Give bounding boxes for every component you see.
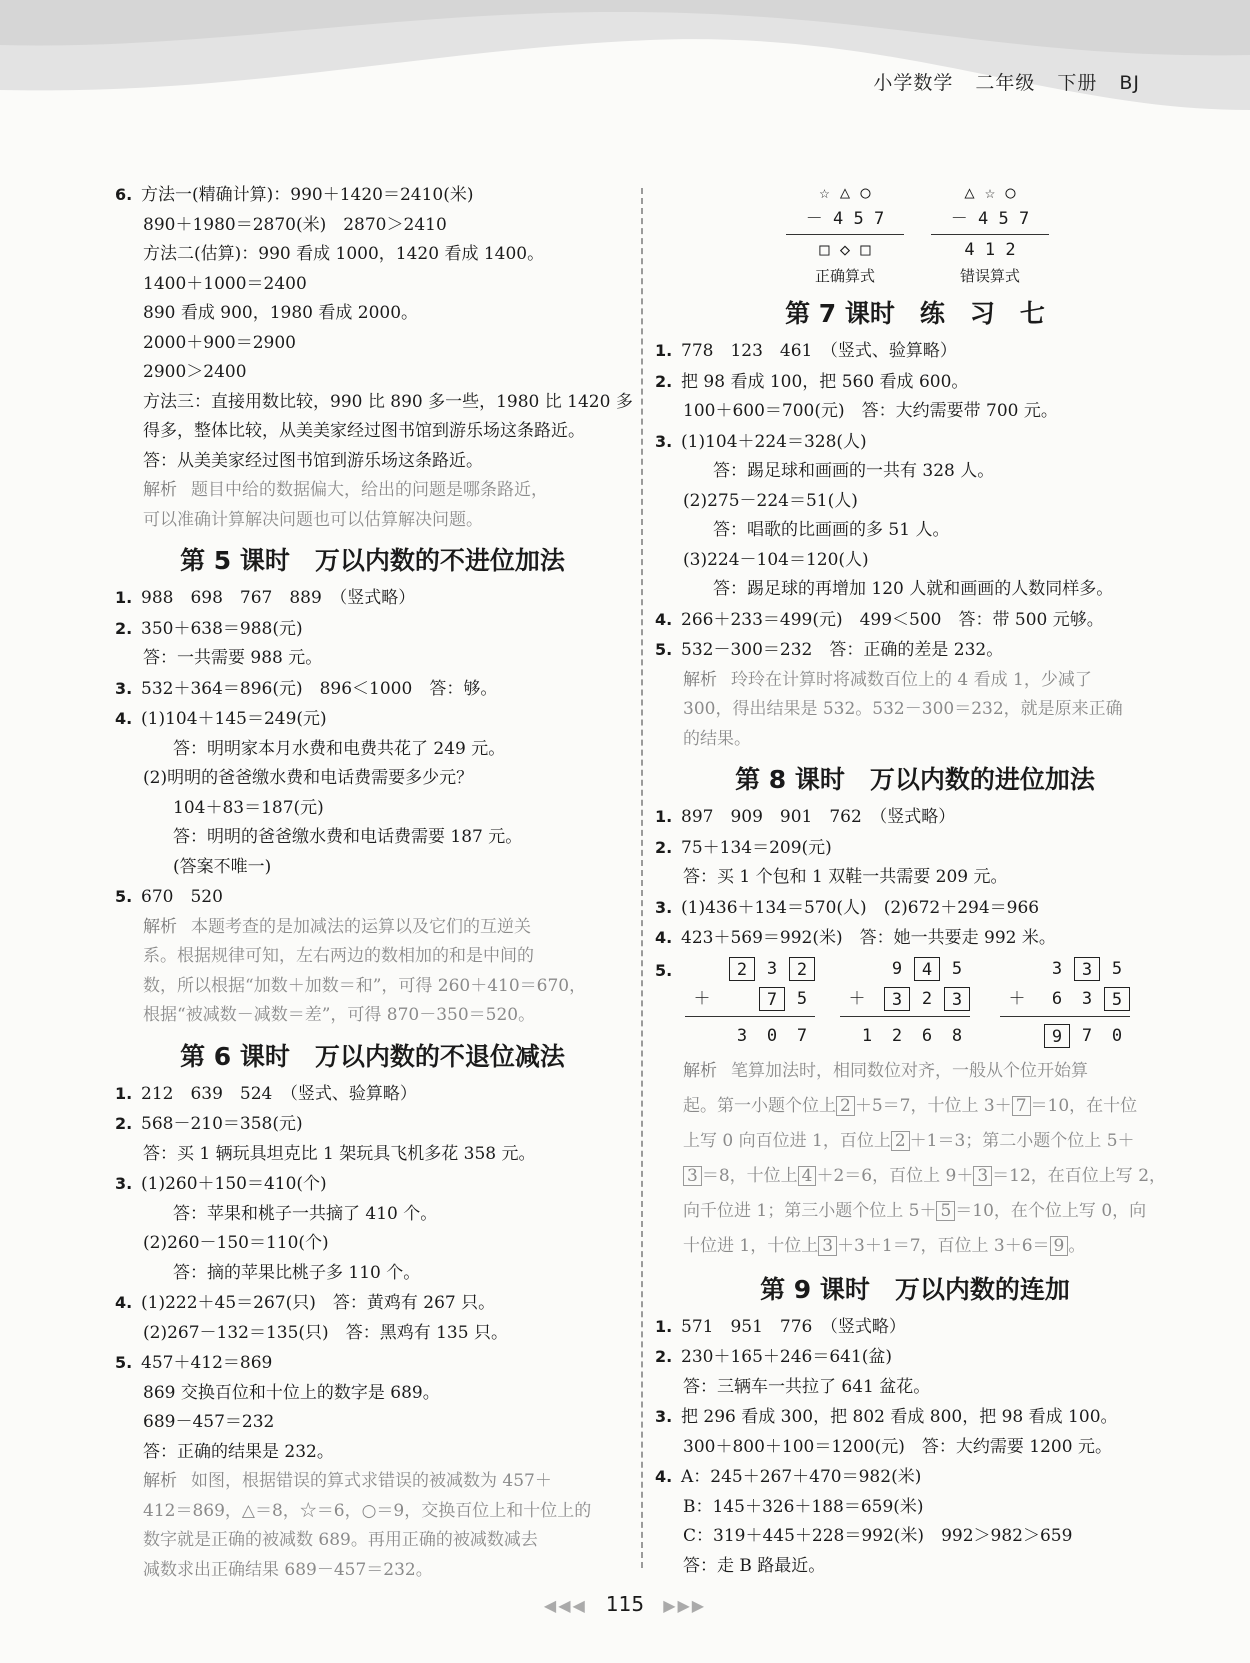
answer-line: 答：走 B 路最近。: [683, 1555, 826, 1576]
answer-line: 得多，整体比较，从美美家经过图书馆到游乐场这条路近。: [143, 421, 585, 441]
answer-line: B：145＋326＋188＝659(米): [683, 1496, 924, 1517]
analysis-line: 3 ＝8，十位上 4 ＋2＝6，百位上 9＋ 3 ＝12，在百位上写 2，: [655, 1159, 1175, 1194]
answer-line: 答：正确的结果是 232。: [143, 1441, 334, 1462]
analysis-line: 数，所以根据“加数＋加数＝和”，可得 260＋410＝670，: [143, 975, 587, 996]
answer-line: 2. 把 98 看成 100，把 560 看成 600。: [655, 371, 969, 392]
analysis-line: 解析 如图，根据错误的算式求错误的被减数为 457＋: [143, 1471, 552, 1491]
prev-arrows-icon: ◀◀◀: [543, 1596, 587, 1615]
correct-equation: ☆ △ ○ － 4 5 7 □ ◇ □ 正确算式: [780, 180, 910, 289]
answer-line: (2)275－224＝51(人): [683, 490, 858, 511]
answer-line: 300＋800＋100＝1200(元) 答：大约需要 1200 元。: [683, 1436, 1112, 1457]
answer-line: 答：买 1 辆玩具坦克比 1 架玩具飞机多花 358 元。: [143, 1143, 536, 1164]
answer-line: (2)260－150＝110(个): [143, 1233, 329, 1253]
answer-line: 100＋600＝700(元) 答：大约需要带 700 元。: [683, 401, 1058, 421]
answer-line: 答：一共需要 988 元。: [143, 648, 323, 668]
lesson-5-heading: 第 5 课时 万以内数的不进位加法: [180, 546, 565, 575]
analysis-block: [655, 1054, 1175, 1264]
answer-line: 3. (1)260＋150＝410(个): [115, 1174, 327, 1194]
answer-line: (2)267－132＝135(只) 答：黑鸡有 135 只。: [143, 1322, 508, 1343]
vertical-subtraction-figure: [655, 180, 1175, 288]
answer-line: 3. (1)104＋224＝328(人): [655, 431, 867, 452]
analysis-line: 的结果。: [683, 728, 751, 749]
answer-line: 答：唱歌的比画画的多 51 人。: [713, 520, 950, 540]
answer-line: 答：踢足球的再增加 120 人就和画画的人数同样多。: [713, 579, 1114, 599]
analysis-line: 解析 玲玲在计算时将减数百位上的 4 看成 1，少减了: [683, 669, 1092, 690]
answer-line: 104＋83＝187(元): [173, 797, 324, 818]
answer-line: 5. 532－300＝232 答：正确的差是 232。: [655, 640, 1004, 660]
header-edition: BJ: [1119, 72, 1140, 94]
answer-line: 4. (1)104＋145＝249(元): [115, 709, 327, 729]
answer-line: 3. 把 296 看成 300，把 802 看成 800，把 98 看成 100。: [655, 1407, 1118, 1427]
answer-box: 9: [1044, 1024, 1070, 1048]
header-grade: 二年级: [975, 72, 1036, 94]
lesson-9-heading: 第 9 课时 万以内数的连加: [760, 1274, 1070, 1304]
answer-line: 890＋1980＝2870(米) 2870＞2410: [143, 214, 447, 235]
answer-line: 答：买 1 个包和 1 双鞋一共需要 209 元。: [683, 867, 1008, 887]
answer-line: 2000＋900＝2900: [143, 332, 296, 353]
analysis-line: 上写 0 向百位进 1，百位上 2 ＋1＝3；第二小题个位上 5＋: [683, 1130, 1135, 1151]
page-header: [851, 68, 1140, 95]
column-divider: [641, 188, 643, 1568]
right-column: [655, 180, 1175, 1581]
header-volume: 下册: [1057, 72, 1098, 94]
answer-line: 答：苹果和桃子一共摘了 410 个。: [173, 1203, 438, 1224]
answer-line: 1. 571 951 776 （竖式略）: [655, 1316, 906, 1337]
header-subject: 小学数学: [873, 72, 954, 94]
answer-line: 3. 532＋364＝896(元) 896＜1000 答：够。: [115, 678, 498, 699]
answer-line: 890 看成 900，1980 看成 2000。: [143, 303, 419, 323]
analysis-line: 减数求出正确结果 689－457＝232。: [143, 1559, 433, 1580]
analysis-line: 根据“被减数－减数＝差”，可得 870－350＝520。: [143, 1005, 536, 1025]
answer-line: 6. 方法一(精确计算)：990＋1420＝2410(米): [115, 185, 474, 205]
answer-line: 4. A：245＋267＋470＝982(米): [655, 1467, 922, 1487]
answer-line: 答：摘的苹果比桃子多 110 个。: [173, 1262, 421, 1283]
answer-line: 2. 230＋165＋246＝641(盆): [655, 1347, 893, 1367]
answer-line: 5. 670 520: [115, 887, 223, 907]
left-column: [115, 180, 633, 1585]
page-number-footer: [0, 1592, 1250, 1616]
answer-box: 2: [789, 957, 815, 981]
answer-box: 3: [884, 987, 910, 1011]
answer-line: 689－457＝232: [143, 1412, 275, 1432]
answer-line: 2900＞2400: [143, 362, 247, 382]
analysis-line: 起。第一小题个位上 2 ＋5＝7，十位上 3＋ 7 ＝10，在十位: [683, 1095, 1138, 1116]
answer-line: 3. (1)436＋134＝570(人) (2)672＋294＝966: [655, 897, 1040, 918]
answer-line: 答：踢足球和画画的一共有 328 人。: [713, 461, 995, 481]
answer-line: 4. (1)222＋45＝267(只) 答：黄鸡有 267 只。: [115, 1293, 496, 1313]
analysis-line: 解析 题目中给的数据偏大，给出的问题是哪条路近，: [143, 480, 548, 500]
analysis-line: 向千位进 1；第三小题个位上 5＋ 5 ＝10，在个位上写 0，向: [683, 1200, 1147, 1221]
answer-box: 3: [1074, 957, 1100, 981]
answer-line: (3)224－104＝120(人): [683, 549, 869, 570]
answer-box: 3: [944, 987, 970, 1011]
answer-line: 方法二(估算)：990 看成 1000，1420 看成 1400。: [143, 244, 545, 264]
lesson-8-heading: 第 8 课时 万以内数的进位加法: [735, 765, 1095, 794]
answer-line: 4. 266＋233＝499(元) 499＜500 答：带 500 元够。: [655, 609, 1104, 630]
wrong-equation: △ ☆ ○ － 4 5 7 4 1 2 错误算式: [925, 180, 1055, 289]
answer-line: 1. 778 123 461 （竖式、验算略）: [655, 341, 957, 361]
answer-box: 7: [759, 987, 785, 1011]
answer-line: C：319＋445＋228＝992(米) 992＞982＞659: [683, 1526, 1073, 1546]
analysis-line: 可以准确计算解决问题也可以估算解决问题。: [143, 509, 483, 530]
analysis-line: 解析 笔算加法时，相同数位对齐，一般从个位开始算: [683, 1060, 1088, 1081]
answer-line: 答：明明的爸爸缴水费和电话费需要 187 元。: [173, 827, 523, 847]
answer-box: 5: [1104, 987, 1130, 1011]
analysis-line: 412＝869，△＝8，☆＝6，○＝9，交换百位上和十位上的: [143, 1500, 592, 1521]
addition-3: 3 3 5 ＋ 6 3 5 9 7 0: [1000, 954, 1130, 1051]
answer-line: 869 交换百位和十位上的数字是 689。: [143, 1382, 440, 1403]
answer-line: 2. 75＋134＝209(元): [655, 837, 832, 858]
answer-line: 2. 350＋638＝988(元): [115, 618, 303, 639]
lesson-6-heading: 第 6 课时 万以内数的不退位减法: [180, 1041, 565, 1071]
answer-line: 5. 457＋412＝869: [115, 1353, 273, 1373]
answer-line: 4. 423＋569＝992(米) 答：她一共要走 992 米。: [655, 928, 1056, 948]
answer-line: 答：明明家本月水费和电费共花了 249 元。: [173, 738, 506, 759]
answer-line: 方法三：直接用数比较，990 比 890 多一些，1980 比 1420 多: [143, 391, 633, 412]
answer-line: 答：三辆车一共拉了 641 盆花。: [683, 1376, 931, 1397]
answer-line: 2. 568－210＝358(元): [115, 1114, 303, 1134]
addition-1: 2 3 2 ＋ 7 5 3 0 7: [685, 954, 815, 1051]
analysis-line: 300，得出结果是 532。532－300＝232，就是原来正确: [683, 699, 1123, 719]
answer-line: (答案不唯一): [173, 856, 272, 877]
lesson-7-heading: 第 7 课时 练 习 七: [785, 299, 1045, 328]
answer-line: 1. 988 698 767 889 （竖式略）: [115, 588, 416, 608]
next-arrows-icon: ▶▶▶: [663, 1596, 707, 1615]
analysis-line: 解析 本题考查的是加减法的运算以及它们的互逆关: [143, 916, 531, 937]
answer-line: 1400＋1000＝2400: [143, 273, 307, 294]
page-number: 115: [605, 1592, 645, 1616]
answer-box: 2: [729, 957, 755, 981]
analysis-line: 数字就是正确的被减数 689。再用正确的被减数减去: [143, 1530, 538, 1550]
answer-box: 4: [914, 957, 940, 981]
addition-2: 9 4 5 ＋ 3 2 3 1 2 6 8: [840, 954, 970, 1051]
answer-line: 1. 897 909 901 762 （竖式略）: [655, 807, 956, 827]
analysis-line: 系。根据规律可知，左右两边的数相加的和是中间的: [143, 946, 534, 966]
answer-line: 答：从美美家经过图书馆到游乐场这条路近。: [143, 450, 483, 471]
vertical-addition-figures: 5. 2 3 2 ＋ 7 5 3 0 7 9 4 5 ＋ 3 2 3 1 2 6 8 3 3 5 ＋ 6 3 5 9 7 0: [655, 954, 1175, 1054]
answer-line: 1. 212 639 524 （竖式、验算略）: [115, 1083, 417, 1104]
answer-line: (2)明明的爸爸缴水费和电话费需要多少元？: [143, 768, 474, 788]
analysis-line: 十位进 1，十位上 3 ＋3＋1＝7，百位上 3＋6＝ 9 。: [683, 1235, 1086, 1256]
